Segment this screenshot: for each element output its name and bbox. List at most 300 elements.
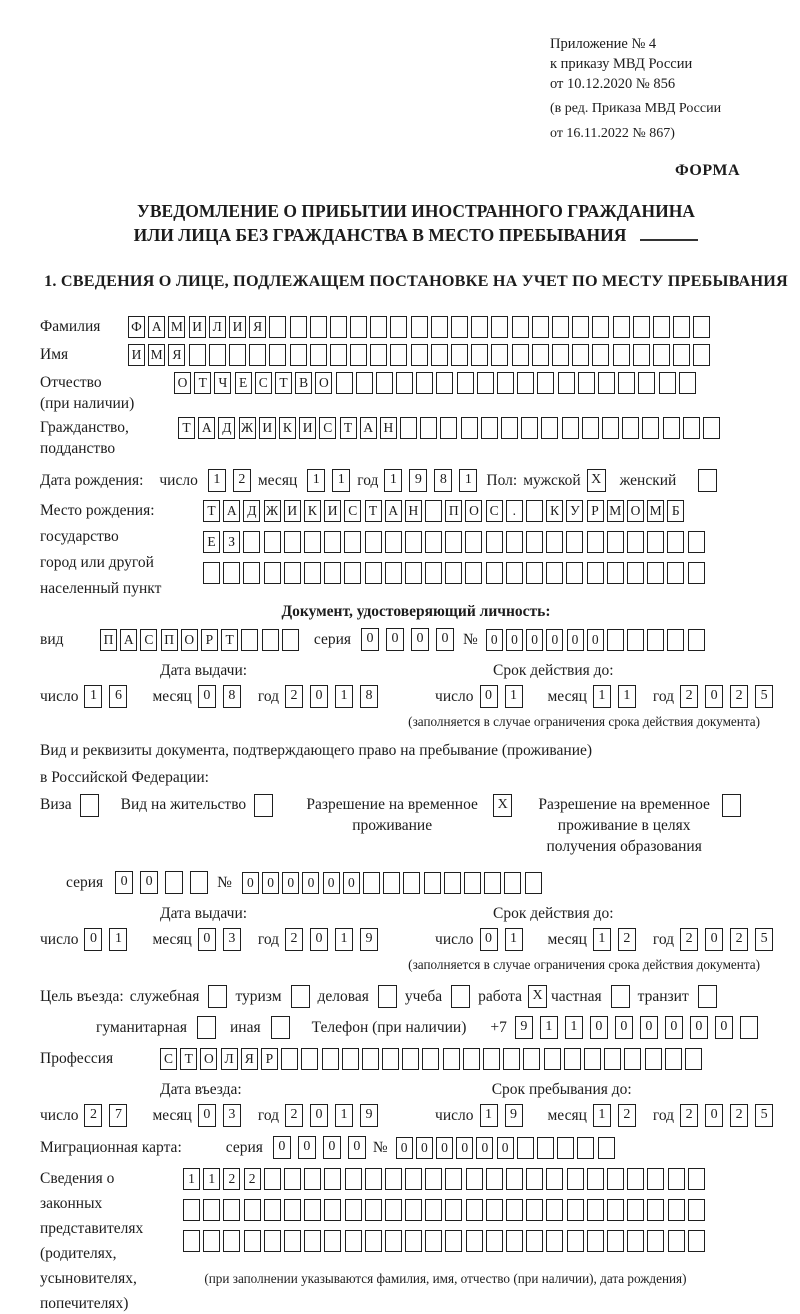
char-cell[interactable]	[566, 531, 583, 553]
char-cell[interactable]: 3	[223, 1104, 241, 1127]
char-cell[interactable]	[501, 417, 518, 439]
char-cell[interactable]	[264, 1168, 281, 1190]
char-cell[interactable]	[411, 316, 428, 338]
char-cell[interactable]	[466, 1230, 483, 1252]
char-cell[interactable]	[592, 344, 609, 366]
char-cell[interactable]	[264, 531, 281, 553]
char-cell[interactable]: 0	[198, 1104, 216, 1127]
char-cell[interactable]	[578, 372, 595, 394]
char-cell[interactable]: А	[198, 417, 215, 439]
char-cell[interactable]	[304, 562, 321, 584]
char-cell[interactable]: 1	[565, 1016, 583, 1039]
char-cell[interactable]	[552, 344, 569, 366]
char-cell[interactable]	[471, 344, 488, 366]
char-cell[interactable]	[396, 372, 413, 394]
char-cell[interactable]: Ф	[128, 316, 145, 338]
char-cell[interactable]: 1	[384, 469, 402, 492]
char-cell[interactable]: И	[189, 316, 206, 338]
char-cell[interactable]	[688, 1168, 705, 1190]
char-cell[interactable]	[546, 1230, 563, 1252]
char-cell[interactable]: 2	[680, 1104, 698, 1127]
char-cell[interactable]: Л	[209, 316, 226, 338]
char-cell[interactable]: И	[128, 344, 145, 366]
char-cell[interactable]	[567, 1168, 584, 1190]
char-cell[interactable]: О	[200, 1048, 217, 1070]
char-cell[interactable]	[365, 1230, 382, 1252]
char-cell[interactable]: 2	[618, 928, 636, 951]
char-cell[interactable]	[647, 1230, 664, 1252]
char-cell[interactable]: Т	[365, 500, 382, 522]
char-cell[interactable]	[424, 872, 441, 894]
char-cell[interactable]	[203, 562, 220, 584]
char-cell[interactable]	[183, 1230, 200, 1252]
char-cell[interactable]: 0	[705, 928, 723, 951]
char-cell[interactable]: 0	[298, 1136, 316, 1159]
char-cell[interactable]: А	[148, 316, 165, 338]
char-cell[interactable]: 0	[436, 628, 454, 651]
char-cell[interactable]	[324, 531, 341, 553]
char-cell[interactable]	[688, 629, 705, 651]
char-cell[interactable]	[440, 417, 457, 439]
char-cell[interactable]: И	[229, 316, 246, 338]
char-cell[interactable]	[544, 1048, 561, 1070]
char-cell[interactable]: 2	[233, 469, 251, 492]
char-cell[interactable]	[523, 1048, 540, 1070]
char-cell[interactable]: 0	[386, 628, 404, 651]
char-cell[interactable]	[425, 531, 442, 553]
char-cell[interactable]: 0	[456, 1137, 473, 1159]
char-cell[interactable]: 0	[323, 872, 340, 894]
char-cell[interactable]	[304, 1230, 321, 1252]
char-cell[interactable]	[416, 372, 433, 394]
char-cell[interactable]	[663, 417, 680, 439]
char-cell[interactable]: 2	[285, 685, 303, 708]
char-cell[interactable]: 7	[109, 1104, 127, 1127]
char-cell[interactable]	[425, 1230, 442, 1252]
char-cell[interactable]: 0	[705, 685, 723, 708]
char-cell[interactable]	[344, 531, 361, 553]
char-cell[interactable]: 9	[360, 928, 378, 951]
char-cell[interactable]	[425, 500, 442, 522]
char-cell[interactable]	[370, 316, 387, 338]
char-cell[interactable]	[243, 562, 260, 584]
char-cell[interactable]	[659, 372, 676, 394]
char-cell[interactable]	[264, 1230, 281, 1252]
char-cell[interactable]	[607, 531, 624, 553]
char-cell[interactable]	[290, 316, 307, 338]
char-cell[interactable]: Д	[218, 417, 235, 439]
char-cell[interactable]	[444, 872, 461, 894]
char-cell[interactable]	[526, 531, 543, 553]
char-cell[interactable]: О	[465, 500, 482, 522]
char-cell[interactable]	[558, 372, 575, 394]
char-cell[interactable]: 5	[755, 1104, 773, 1127]
char-cell[interactable]	[607, 1230, 624, 1252]
char-cell[interactable]	[269, 316, 286, 338]
char-cell[interactable]	[405, 1230, 422, 1252]
char-cell[interactable]	[301, 1048, 318, 1070]
char-cell[interactable]	[525, 872, 542, 894]
char-cell[interactable]	[486, 562, 503, 584]
char-cell[interactable]: 0	[343, 872, 360, 894]
char-cell[interactable]: 0	[640, 1016, 658, 1039]
char-cell[interactable]	[390, 344, 407, 366]
char-cell[interactable]: М	[647, 500, 664, 522]
char-cell[interactable]	[647, 531, 664, 553]
char-cell[interactable]	[598, 1137, 615, 1159]
char-cell[interactable]: 9	[360, 1104, 378, 1127]
char-cell[interactable]: Е	[203, 531, 220, 553]
char-cell[interactable]: 0	[348, 1136, 366, 1159]
char-cell[interactable]	[425, 1199, 442, 1221]
char-cell[interactable]	[405, 562, 422, 584]
char-cell[interactable]: 0	[198, 685, 216, 708]
char-cell[interactable]: 1	[332, 469, 350, 492]
char-cell[interactable]: 0	[115, 871, 133, 894]
char-cell[interactable]	[385, 562, 402, 584]
char-cell[interactable]: X	[493, 794, 512, 817]
char-cell[interactable]	[400, 417, 417, 439]
char-cell[interactable]: 2	[285, 1104, 303, 1127]
char-cell[interactable]: И	[299, 417, 316, 439]
char-cell[interactable]: А	[223, 500, 240, 522]
char-cell[interactable]	[546, 562, 563, 584]
char-cell[interactable]: У	[566, 500, 583, 522]
char-cell[interactable]	[567, 1199, 584, 1221]
char-cell[interactable]: О	[315, 372, 332, 394]
char-cell[interactable]	[269, 344, 286, 366]
char-cell[interactable]: 1	[505, 685, 523, 708]
char-cell[interactable]: 0	[436, 1137, 453, 1159]
char-cell[interactable]: 2	[730, 928, 748, 951]
char-cell[interactable]	[683, 417, 700, 439]
char-cell[interactable]	[667, 562, 684, 584]
char-cell[interactable]	[688, 1230, 705, 1252]
char-cell[interactable]	[183, 1199, 200, 1221]
char-cell[interactable]	[627, 1199, 644, 1221]
char-cell[interactable]: 0	[567, 629, 584, 651]
char-cell[interactable]: 9	[409, 469, 427, 492]
char-cell[interactable]	[363, 872, 380, 894]
char-cell[interactable]	[546, 1199, 563, 1221]
char-cell[interactable]	[445, 1168, 462, 1190]
char-cell[interactable]	[229, 344, 246, 366]
char-cell[interactable]: П	[161, 629, 178, 651]
char-cell[interactable]: 1	[109, 928, 127, 951]
char-cell[interactable]: 5	[755, 685, 773, 708]
char-cell[interactable]	[552, 316, 569, 338]
char-cell[interactable]	[517, 372, 534, 394]
char-cell[interactable]: 0	[310, 928, 328, 951]
char-cell[interactable]	[350, 344, 367, 366]
char-cell[interactable]	[566, 562, 583, 584]
char-cell[interactable]	[484, 872, 501, 894]
char-cell[interactable]	[324, 1199, 341, 1221]
char-cell[interactable]	[587, 562, 604, 584]
char-cell[interactable]	[693, 344, 710, 366]
char-cell[interactable]: И	[284, 500, 301, 522]
char-cell[interactable]: X	[587, 469, 606, 492]
char-cell[interactable]	[653, 316, 670, 338]
char-cell[interactable]: Т	[340, 417, 357, 439]
char-cell[interactable]: 1	[593, 685, 611, 708]
char-cell[interactable]: И	[324, 500, 341, 522]
char-cell[interactable]: 2	[680, 928, 698, 951]
char-cell[interactable]: О	[181, 629, 198, 651]
char-cell[interactable]	[209, 344, 226, 366]
char-cell[interactable]	[537, 372, 554, 394]
char-cell[interactable]: 0	[273, 1136, 291, 1159]
char-cell[interactable]	[420, 417, 437, 439]
char-cell[interactable]	[190, 871, 208, 894]
char-cell[interactable]	[627, 531, 644, 553]
char-cell[interactable]	[466, 1199, 483, 1221]
char-cell[interactable]: 0	[476, 1137, 493, 1159]
char-cell[interactable]	[562, 417, 579, 439]
char-cell[interactable]: С	[160, 1048, 177, 1070]
char-cell[interactable]	[722, 794, 741, 817]
char-cell[interactable]: Н	[380, 417, 397, 439]
char-cell[interactable]	[223, 1199, 240, 1221]
char-cell[interactable]	[422, 1048, 439, 1070]
char-cell[interactable]	[546, 1168, 563, 1190]
char-cell[interactable]: .	[506, 500, 523, 522]
char-cell[interactable]: Т	[203, 500, 220, 522]
char-cell[interactable]: 8	[360, 685, 378, 708]
char-cell[interactable]	[385, 1230, 402, 1252]
char-cell[interactable]	[526, 1230, 543, 1252]
char-cell[interactable]	[607, 562, 624, 584]
char-cell[interactable]	[223, 562, 240, 584]
char-cell[interactable]	[602, 417, 619, 439]
char-cell[interactable]	[587, 1168, 604, 1190]
char-cell[interactable]	[342, 1048, 359, 1070]
char-cell[interactable]	[577, 1137, 594, 1159]
char-cell[interactable]	[443, 1048, 460, 1070]
char-cell[interactable]: 1	[183, 1168, 200, 1190]
char-cell[interactable]: 2	[223, 1168, 240, 1190]
char-cell[interactable]: С	[140, 629, 157, 651]
char-cell[interactable]: 0	[587, 629, 604, 651]
char-cell[interactable]	[665, 1048, 682, 1070]
char-cell[interactable]	[607, 1199, 624, 1221]
char-cell[interactable]: 1	[335, 685, 353, 708]
char-cell[interactable]	[282, 629, 299, 651]
char-cell[interactable]: Т	[180, 1048, 197, 1070]
char-cell[interactable]	[405, 531, 422, 553]
char-cell[interactable]	[486, 1168, 503, 1190]
char-cell[interactable]	[365, 1168, 382, 1190]
char-cell[interactable]	[345, 1168, 362, 1190]
char-cell[interactable]	[647, 1168, 664, 1190]
char-cell[interactable]	[189, 344, 206, 366]
char-cell[interactable]: Т	[178, 417, 195, 439]
char-cell[interactable]	[362, 1048, 379, 1070]
char-cell[interactable]: 1	[480, 1104, 498, 1127]
char-cell[interactable]: 1	[459, 469, 477, 492]
char-cell[interactable]: 2	[618, 1104, 636, 1127]
char-cell[interactable]	[445, 531, 462, 553]
char-cell[interactable]	[457, 372, 474, 394]
char-cell[interactable]: Т	[194, 372, 211, 394]
char-cell[interactable]: А	[120, 629, 137, 651]
char-cell[interactable]	[425, 562, 442, 584]
char-cell[interactable]	[703, 417, 720, 439]
char-cell[interactable]	[611, 985, 630, 1008]
char-cell[interactable]	[486, 1199, 503, 1221]
char-cell[interactable]	[506, 1199, 523, 1221]
char-cell[interactable]	[506, 1230, 523, 1252]
char-cell[interactable]	[254, 794, 273, 817]
char-cell[interactable]	[647, 629, 664, 651]
char-cell[interactable]	[291, 985, 310, 1008]
char-cell[interactable]	[383, 872, 400, 894]
char-cell[interactable]: 0	[310, 685, 328, 708]
char-cell[interactable]: В	[295, 372, 312, 394]
char-cell[interactable]	[378, 985, 397, 1008]
char-cell[interactable]	[284, 562, 301, 584]
char-cell[interactable]: 0	[282, 872, 299, 894]
char-cell[interactable]: 0	[416, 1137, 433, 1159]
char-cell[interactable]	[284, 531, 301, 553]
char-cell[interactable]: 0	[310, 1104, 328, 1127]
char-cell[interactable]: 0	[480, 685, 498, 708]
char-cell[interactable]	[668, 1199, 685, 1221]
char-cell[interactable]	[385, 531, 402, 553]
char-cell[interactable]: 2	[244, 1168, 261, 1190]
char-cell[interactable]: Ж	[264, 500, 281, 522]
char-cell[interactable]: М	[607, 500, 624, 522]
char-cell[interactable]	[598, 372, 615, 394]
char-cell[interactable]	[607, 1168, 624, 1190]
char-cell[interactable]: Ж	[239, 417, 256, 439]
char-cell[interactable]: Р	[261, 1048, 278, 1070]
char-cell[interactable]: 0	[242, 872, 259, 894]
char-cell[interactable]	[244, 1230, 261, 1252]
char-cell[interactable]: А	[385, 500, 402, 522]
char-cell[interactable]: 2	[84, 1104, 102, 1127]
char-cell[interactable]	[627, 562, 644, 584]
char-cell[interactable]	[532, 344, 549, 366]
char-cell[interactable]	[451, 985, 470, 1008]
char-cell[interactable]	[304, 1168, 321, 1190]
char-cell[interactable]	[526, 500, 543, 522]
char-cell[interactable]	[376, 372, 393, 394]
char-cell[interactable]: 0	[198, 928, 216, 951]
char-cell[interactable]: 0	[84, 928, 102, 951]
char-cell[interactable]	[483, 1048, 500, 1070]
char-cell[interactable]	[693, 316, 710, 338]
char-cell[interactable]: 0	[411, 628, 429, 651]
char-cell[interactable]	[304, 531, 321, 553]
char-cell[interactable]: 1	[203, 1168, 220, 1190]
char-cell[interactable]	[667, 629, 684, 651]
char-cell[interactable]	[405, 1199, 422, 1221]
char-cell[interactable]	[203, 1199, 220, 1221]
char-cell[interactable]: С	[255, 372, 272, 394]
char-cell[interactable]: 1	[335, 1104, 353, 1127]
char-cell[interactable]	[465, 531, 482, 553]
char-cell[interactable]	[165, 871, 183, 894]
char-cell[interactable]	[633, 316, 650, 338]
char-cell[interactable]	[486, 1230, 503, 1252]
char-cell[interactable]	[402, 1048, 419, 1070]
char-cell[interactable]: 0	[690, 1016, 708, 1039]
char-cell[interactable]	[486, 531, 503, 553]
char-cell[interactable]: 0	[486, 629, 503, 651]
char-cell[interactable]: А	[360, 417, 377, 439]
char-cell[interactable]: З	[223, 531, 240, 553]
char-cell[interactable]	[463, 1048, 480, 1070]
char-cell[interactable]	[668, 1168, 685, 1190]
char-cell[interactable]: 0	[615, 1016, 633, 1039]
char-cell[interactable]	[350, 316, 367, 338]
char-cell[interactable]: 6	[109, 685, 127, 708]
char-cell[interactable]	[304, 1199, 321, 1221]
char-cell[interactable]	[698, 985, 717, 1008]
char-cell[interactable]	[385, 1168, 402, 1190]
char-cell[interactable]	[592, 316, 609, 338]
char-cell[interactable]	[587, 1199, 604, 1221]
char-cell[interactable]: С	[344, 500, 361, 522]
char-cell[interactable]	[330, 316, 347, 338]
char-cell[interactable]: 1	[540, 1016, 558, 1039]
char-cell[interactable]	[466, 1168, 483, 1190]
char-cell[interactable]: 1	[208, 469, 226, 492]
char-cell[interactable]	[512, 316, 529, 338]
char-cell[interactable]	[382, 1048, 399, 1070]
char-cell[interactable]	[685, 1048, 702, 1070]
char-cell[interactable]	[322, 1048, 339, 1070]
char-cell[interactable]	[526, 562, 543, 584]
char-cell[interactable]	[567, 1230, 584, 1252]
char-cell[interactable]: Б	[667, 500, 684, 522]
char-cell[interactable]	[336, 372, 353, 394]
char-cell[interactable]: 2	[730, 1104, 748, 1127]
char-cell[interactable]	[572, 316, 589, 338]
char-cell[interactable]	[584, 1048, 601, 1070]
char-cell[interactable]	[370, 344, 387, 366]
char-cell[interactable]	[356, 372, 373, 394]
char-cell[interactable]	[688, 562, 705, 584]
char-cell[interactable]	[506, 1168, 523, 1190]
char-cell[interactable]	[647, 562, 664, 584]
char-cell[interactable]	[512, 344, 529, 366]
char-cell[interactable]: К	[546, 500, 563, 522]
char-cell[interactable]: 9	[515, 1016, 533, 1039]
char-cell[interactable]: 1	[335, 928, 353, 951]
char-cell[interactable]: 1	[593, 928, 611, 951]
char-cell[interactable]	[271, 1016, 290, 1039]
char-cell[interactable]	[481, 417, 498, 439]
char-cell[interactable]	[223, 1230, 240, 1252]
char-cell[interactable]	[541, 417, 558, 439]
char-cell[interactable]: О	[174, 372, 191, 394]
char-cell[interactable]: 0	[705, 1104, 723, 1127]
char-cell[interactable]	[262, 629, 279, 651]
char-cell[interactable]: 2	[680, 685, 698, 708]
char-cell[interactable]	[557, 1137, 574, 1159]
char-cell[interactable]	[679, 372, 696, 394]
char-cell[interactable]	[445, 1230, 462, 1252]
char-cell[interactable]	[431, 344, 448, 366]
char-cell[interactable]	[208, 985, 227, 1008]
char-cell[interactable]	[582, 417, 599, 439]
char-cell[interactable]	[405, 1168, 422, 1190]
char-cell[interactable]	[243, 531, 260, 553]
char-cell[interactable]	[491, 344, 508, 366]
char-cell[interactable]	[673, 316, 690, 338]
